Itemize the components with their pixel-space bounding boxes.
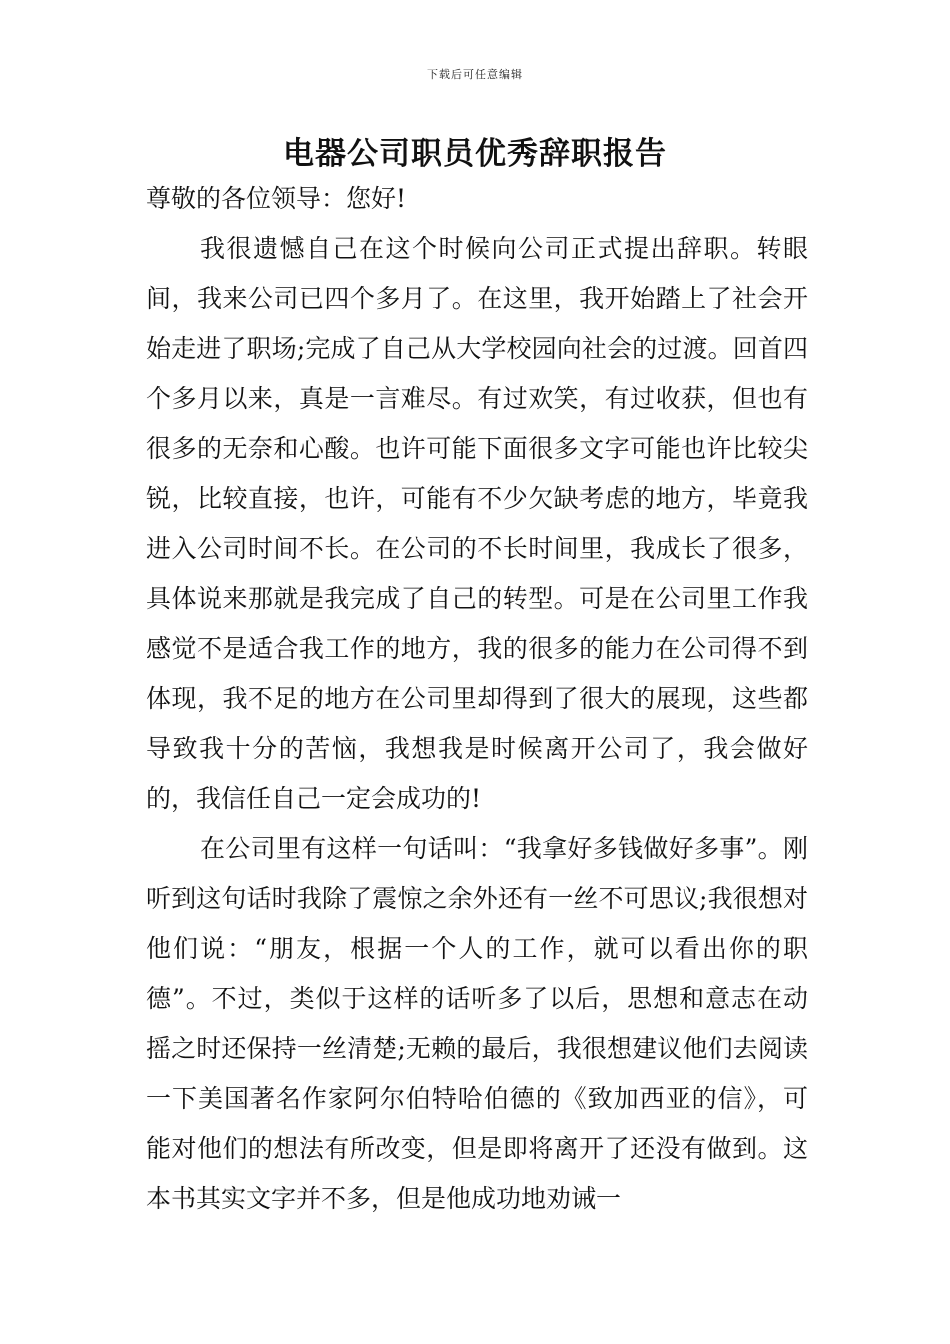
paragraph-2: 在公司里有这样一句话叫：“我拿好多钱做好多事”。刚听到这句话时我除了震惊之余外还有一丝不可思议;我很想对他们说：“朋友，根据一个人的工作，就可以看出你的职德”。不过，类似于这样的话听多了以后，思想和意志在动摇之时还保持一丝清楚;无赖的最后，我很想建议他们去阅读一下美国著名作家阿尔伯特哈伯德的《致加西亚的信》，可能对他们的想法有所改变，但是即将离开了还没有做到。这本书其实文字并不多，但是他成功地劝诫一 — [146, 834, 808, 1213]
paragraph-1: 我很遗憾自己在这个时候向公司正式提出辞职。转眼间，我来公司已四个多月了。在这里，我开始踏上了社会开始走进了职场;完成了自己从大学校园向社会的过渡。回首四个多月以来，真是一言难尽。有过欢笑，有过收获，但也有很多的无奈和心酸。也许可能下面很多文字可能也许比较尖锐，比较直接，也许，可能有不少欠缺考虑的地方，毕竟我进入公司时间不长。在公司的不长时间里，我成长了很多，具体说来那就是我完成了自己的转型。可是在公司里工作我感觉不是适合我工作的地方，我的很多的能力在公司得不到体现，我不足的地方在公司里却得到了很大的展现，这些都导致我十分的苦恼，我想我是时候离开公司了，我会做好的，我信任自己一定会成功的! — [146, 234, 808, 813]
document-body — [146, 174, 808, 1224]
header-note: 下载后可任意编辑 — [427, 68, 523, 81]
salutation: 尊敬的各位领导：您好! — [146, 184, 407, 213]
document-title: 电器公司职员优秀辞职报告 — [283, 136, 667, 172]
